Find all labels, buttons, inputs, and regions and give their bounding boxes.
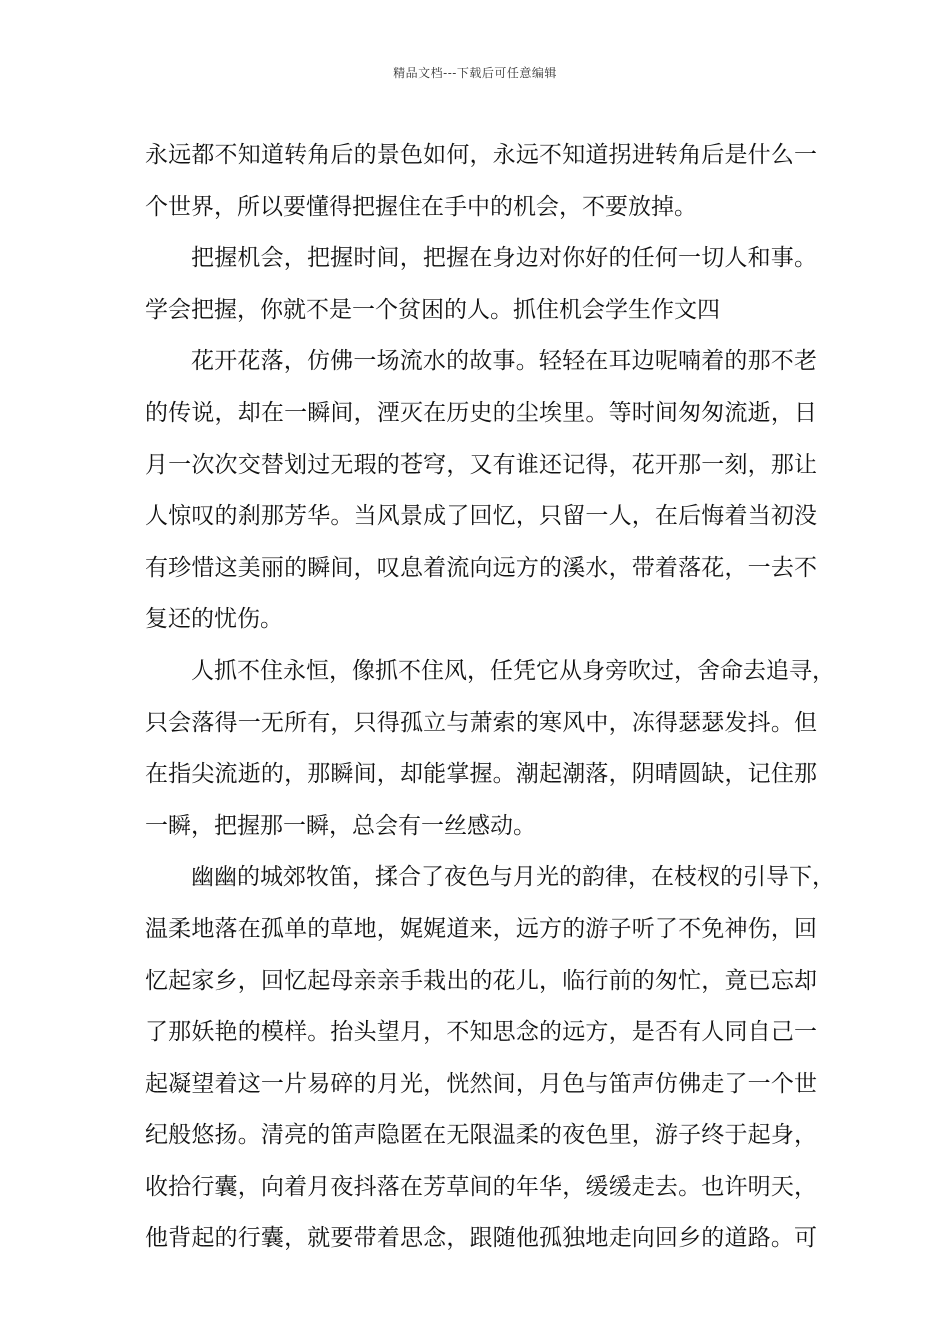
text-line: 把握机会，把握时间，把握在身边对你好的任何一切人和事。 xyxy=(191,245,817,272)
text-line: 一瞬，把握那一瞬，总会有一丝感动。 xyxy=(145,812,536,839)
text-line: 个世界，所以要懂得把握住在手中的机会，不要放掉。 xyxy=(145,193,697,220)
text-line: 人惊叹的刹那芳华。当风景成了回忆，只留一人，在后悔着当初没 xyxy=(145,503,817,530)
text-line: 温柔地落在孤单的草地，娓娓道来，远方的游子听了不免神伤，回 xyxy=(145,915,817,942)
text-line: 他背起的行囊，就要带着思念，跟随他孤独地走向回乡的道路。可 xyxy=(145,1225,817,1252)
text-line: 的传说，却在一瞬间，湮灭在历史的尘埃里。等时间匆匆流逝，日 xyxy=(145,399,817,426)
text-line: 起凝望着这一片易碎的月光，恍然间，月色与笛声仿佛走了一个世 xyxy=(145,1070,817,1097)
text-line: 了那妖艳的模样。抬头望月，不知思念的远方，是否有人同自己一 xyxy=(145,1019,817,1046)
text-line: 永远都不知道转角后的景色如何，永远不知道拐进转角后是什么一 xyxy=(145,142,817,168)
page-header: 精品文档---下载后可任意编辑 xyxy=(393,66,557,80)
text-line: 在指尖流逝的，那瞬间，却能掌握。潮起潮落，阴晴圆缺，记住那 xyxy=(145,761,817,788)
text-line: 人抓不住永恒，像抓不住风，任凭它从身旁吹过，舍命去追寻， xyxy=(191,657,835,684)
text-line: 幽幽的城郊牧笛，揉合了夜色与月光的韵律，在枝杈的引导下， xyxy=(191,864,835,891)
text-line: 纪般悠扬。清亮的笛声隐匿在无限温柔的夜色里，游子终于起身， xyxy=(145,1122,817,1149)
text-line: 花开花落，仿佛一场流水的故事。轻轻在耳边呢喃着的那不老 xyxy=(191,348,817,375)
text-line: 忆起家乡，回忆起母亲亲手栽出的花儿，临行前的匆忙，竟已忘却 xyxy=(145,967,817,994)
text-line: 收拾行囊，向着月夜抖落在芳草间的年华，缓缓走去。也许明天， xyxy=(145,1173,817,1200)
text-line: 学会把握，你就不是一个贫困的人。抓住机会学生作文四 xyxy=(145,296,720,323)
text-line: 复还的忧伤。 xyxy=(145,606,283,633)
text-line: 只会落得一无所有，只得孤立与萧索的寒风中，冻得瑟瑟发抖。但 xyxy=(145,709,817,736)
text-line: 有珍惜这美丽的瞬间，叹息着流向远方的溪水，带着落花，一去不 xyxy=(145,554,817,581)
text-line: 月一次次交替划过无瑕的苍穹，又有谁还记得，花开那一刻，那让 xyxy=(145,451,817,478)
body-text xyxy=(145,130,835,1265)
